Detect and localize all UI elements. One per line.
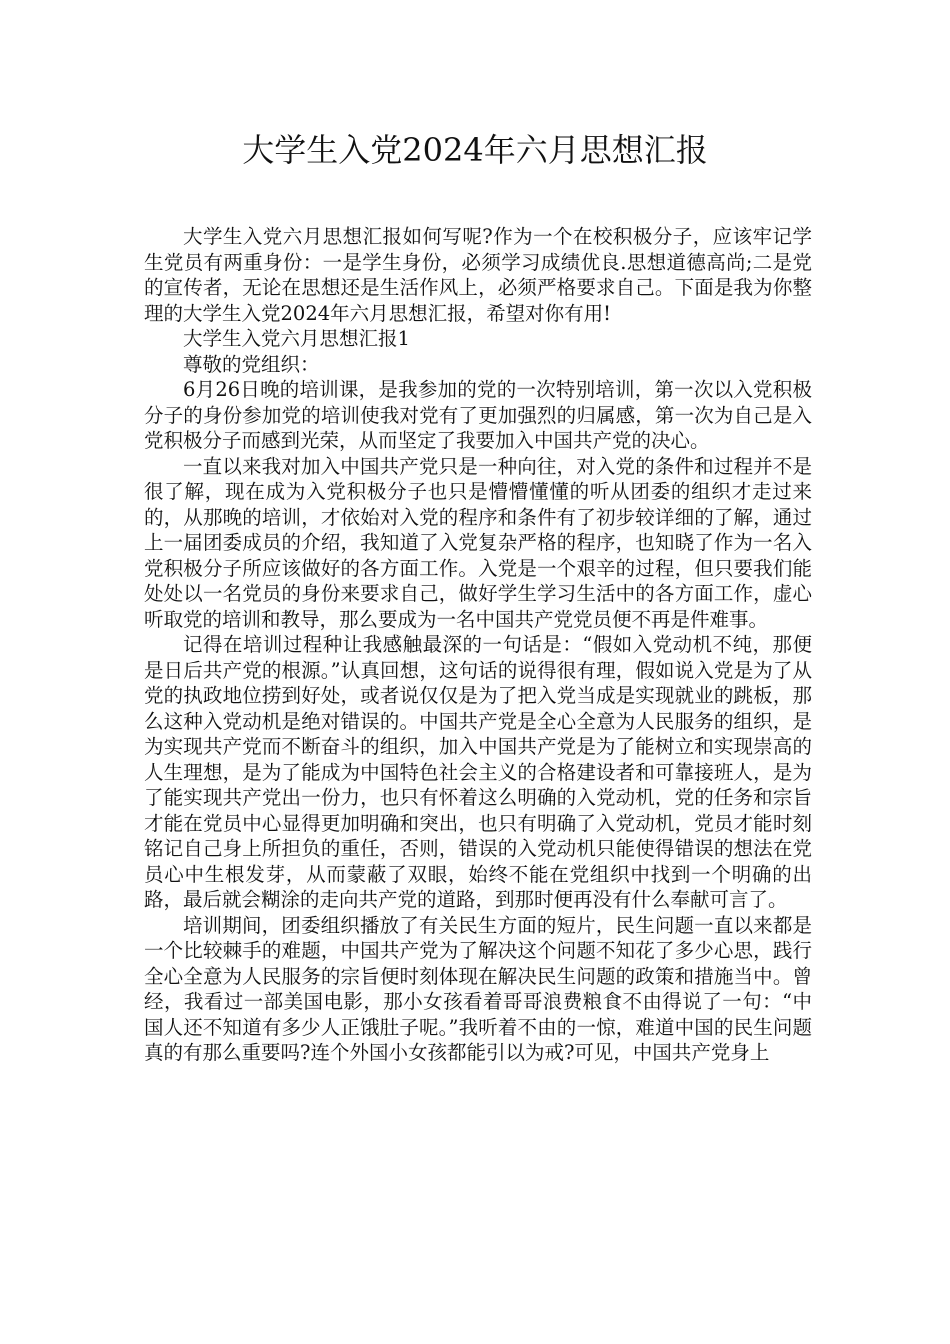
- salutation: 尊敬的党组织：: [183, 352, 320, 376]
- section-heading: 大学生入党六月思想汇报1: [183, 327, 410, 350]
- body-paragraph: 6月26日晚的培训课，是我参加的党的一次特别培训，第一次以入党积极分子的身份参加党的培训使我对党有了更加强烈的归属感，第一次为自己是入党积极分子而感到光荣，从而坚定了我要加入中国共产党的决心。: [144, 378, 812, 452]
- body-paragraph: 培训期间，团委组织播放了有关民生方面的短片，民生问题一直以来都是一个比较棘手的难题，中国共产党为了解决这个问题不知花了多少心思，践行全心全意为人民服务的宗旨便时刻体现在解决民生问题的政策和措施当中。曾经，我看过一部美国电影，那小女孩看着哥哥浪费粮食不由得说了一句：“中国人还不知道有多少人正饿肚子呢。”我听着不由的一惊，难道中国的民生问题真的有那么重要吗?连个外国小女孩都能引以为戒?可见，中国共产党身上: [144, 913, 812, 1064]
- body-paragraph: 记得在培训过程种让我感触最深的一句话是：“假如入党动机不纯，那便是日后共产党的根源。”认真回想，这句话的说得很有理，假如说入党是为了从党的执政地位捞到好处，或者说仅仅是为了把入党当成是实现就业的跳板，那么这种入党动机是绝对错误的。中国共产党是全心全意为人民服务的组织，是为实现共产党而不断奋斗的组织，加入中国共产党是为了能树立和实现崇高的人生理想，是为了能成为中国特色社会主义的合格建设者和可靠接班人，是为了能实现共产党出一份力，也只有怀着这么明确的入党动机，党的任务和宗旨才能在党员中心显得更加明确和突出，也只有明确了入党动机，党员才能时刻铭记自己身上所担负的重任，否则，错误的入党动机只能使得错误的想法在党员心中生根发芽，从而蒙蔽了双眼，始终不能在党组织中找到一个明确的出路，最后就会糊涂的走向共产党的道路，到那时便再没有什么奉献可言了。: [144, 633, 812, 911]
- intro-paragraph: 大学生入党六月思想汇报如何写呢?作为一个在校积极分子，应该牢记学生党员有两重身份：一是学生身份，必须学习成绩优良.思想道德高尚;二是党的宣传者，无论在思想还是生活作风上，必须严格要求自己。下面是我为你整理的大学生入党2024年六月思想汇报，希望对你有用!: [144, 225, 812, 325]
- body-paragraph: 一直以来我对加入中国共产党只是一种向往，对入党的条件和过程并不是很了解，现在成为入党积极分子也只是懵懵懂懂的听从团委的组织才走过来的，从那晚的培训，才依始对入党的程序和条件有了初步较详细的了解，通过上一届团委成员的介绍，我知道了入党复杂严格的程序，也知晓了作为一名入党积极分子所应该做好的各方面工作。入党是一个艰辛的过程，但只要我们能处处以一名党员的身份来要求自己，做好学生学习生活中的各方面工作，虚心听取党的培训和教导，那么要成为一名中国共产党党员便不再是件难事。: [144, 454, 812, 631]
- document-body: [144, 224, 812, 1066]
- document-title: 大学生入党2024年六月思想汇报: [242, 131, 708, 169]
